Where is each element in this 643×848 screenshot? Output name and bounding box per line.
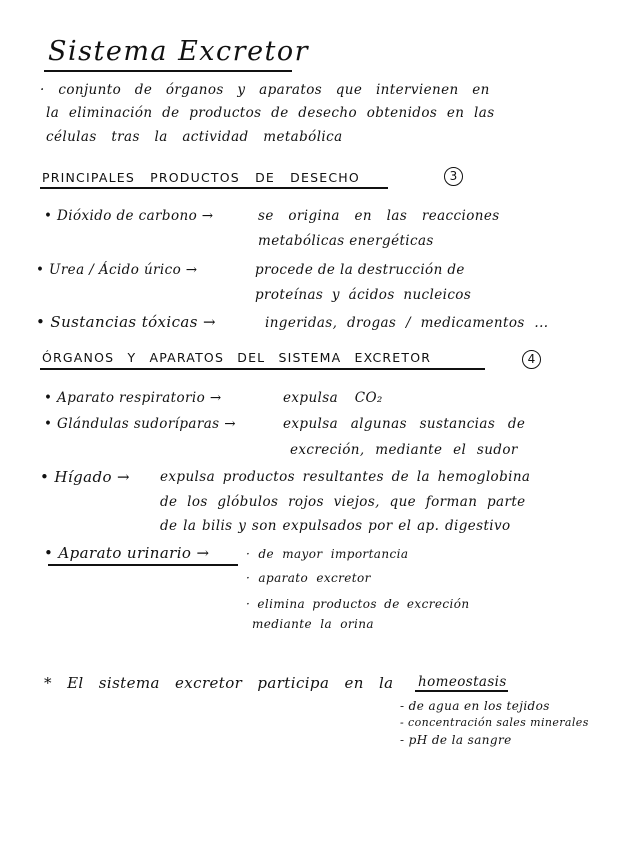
product-description: metabólicas energéticas <box>258 233 434 249</box>
organ-description: expulsa productos resultantes de la hemoglobina <box>160 469 531 485</box>
section-heading-products: PRINCIPALES PRODUCTOS DE DESECHO <box>42 170 360 185</box>
organ-term: • Aparato urinario → <box>44 544 210 562</box>
title-underline <box>44 70 292 72</box>
homeostasis-item: - pH de la sangre <box>400 733 512 747</box>
product-term: • Sustancias tóxicas → <box>36 313 216 331</box>
section-heading-products-underline <box>40 187 388 189</box>
product-term: • Urea / Ácido úrico → <box>36 262 198 278</box>
section-number-badge: 3 <box>444 167 463 186</box>
section-heading-organs: ÓRGANOS Y APARATOS DEL SISTEMA EXCRETOR <box>42 350 432 365</box>
product-description: proteínas y ácidos nucleicos <box>255 287 472 303</box>
organ-description: de los glóbulos rojos viejos, que forman parte <box>160 494 526 510</box>
page-title: Sistema Excretor <box>48 36 310 67</box>
organ-term: • Glándulas sudoríparas → <box>44 416 236 432</box>
organ-term-underline <box>48 564 238 566</box>
organ-term: • Hígado → <box>40 468 131 486</box>
definition-line-3: células tras la actividad metabólica <box>46 129 343 145</box>
product-description: se origina en las reacciones <box>258 208 500 224</box>
organ-description: expulsa CO₂ <box>283 390 383 406</box>
product-description: ingeridas, drogas / medicamentos ... <box>265 315 549 331</box>
homeostasis-note: * El sistema excretor participa en la <box>44 674 394 692</box>
homeostasis-keyword: homeostasis <box>418 674 507 690</box>
organ-term: • Aparato respiratorio → <box>44 390 222 406</box>
organ-description: excreción, mediante el sudor <box>290 442 518 458</box>
organ-description: mediante la orina <box>252 617 374 631</box>
homeostasis-item: - concentración sales minerales <box>400 716 589 729</box>
product-term: • Dióxido de carbono → <box>44 208 214 224</box>
organ-description: expulsa algunas sustancias de <box>283 416 526 432</box>
section-number-badge: 4 <box>522 350 541 369</box>
definition-line-2: la eliminación de productos de desecho obtenidos en las <box>46 105 495 121</box>
section-heading-organs-underline <box>40 368 485 370</box>
definition-line-1: · conjunto de órganos y aparatos que intervienen en <box>40 82 490 98</box>
homeostasis-item: - de agua en los tejidos <box>400 699 550 713</box>
organ-description: · de mayor importancia <box>246 547 409 561</box>
organ-description: de la bilis y son expulsados por el ap. digestivo <box>160 518 511 534</box>
product-description: procede de la destrucción de <box>255 262 465 278</box>
organ-description: · elimina productos de excreción <box>246 597 470 611</box>
homeostasis-underline <box>415 690 508 692</box>
organ-description: · aparato excretor <box>246 571 371 585</box>
